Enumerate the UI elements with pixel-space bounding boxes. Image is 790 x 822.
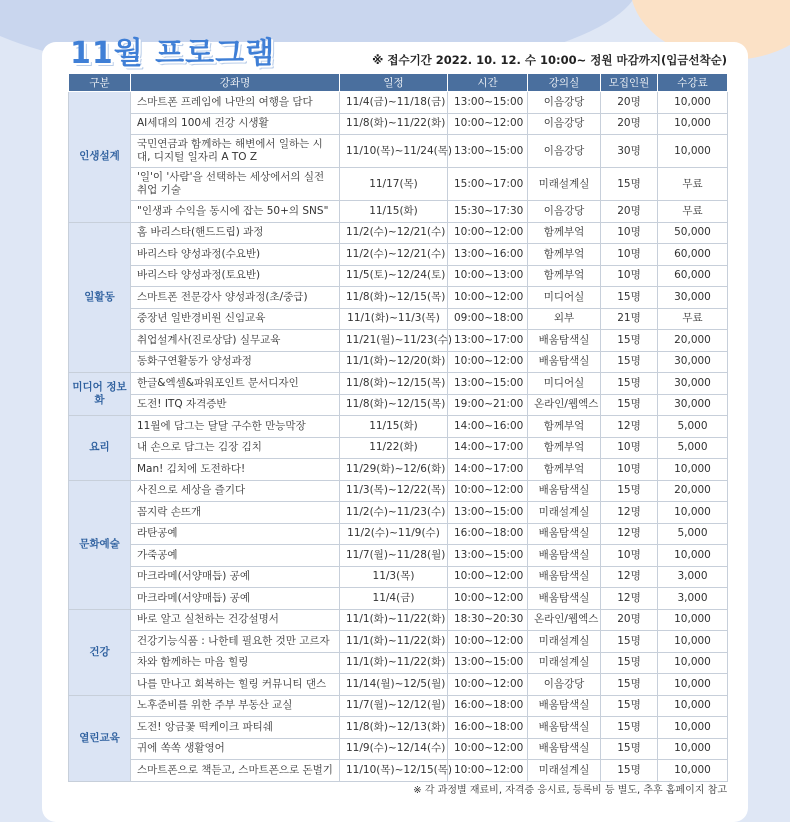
course-name-cell: 차와 함께하는 마음 힐링 <box>131 652 340 674</box>
fee-cell: 10,000 <box>658 92 728 114</box>
capacity-cell: 15명 <box>601 695 658 717</box>
time-cell: 10:00~12:00 <box>448 351 528 373</box>
room-cell: 함께부엌 <box>528 244 601 266</box>
fee-cell: 10,000 <box>658 609 728 631</box>
table-row <box>69 695 728 717</box>
course-name-cell: 동화구연활동가 양성과정 <box>131 351 340 373</box>
room-cell: 미디어실 <box>528 373 601 395</box>
time-cell: 15:30~17:30 <box>448 201 528 223</box>
course-name-cell: 홈 바리스타(핸드드립) 과정 <box>131 222 340 244</box>
schedule-cell: 11/3(목) <box>340 566 448 588</box>
fee-cell: 30,000 <box>658 394 728 416</box>
time-cell: 13:00~15:00 <box>448 545 528 567</box>
table-row <box>69 674 728 696</box>
time-cell: 10:00~12:00 <box>448 222 528 244</box>
table-row <box>69 394 728 416</box>
time-cell: 16:00~18:00 <box>448 717 528 739</box>
course-name-cell: 11월에 담그는 달달 구수한 만능막장 <box>131 416 340 438</box>
time-cell: 10:00~12:00 <box>448 631 528 653</box>
registration-notice: ※ 접수기간 2022. 10. 12. 수 10:00~ 정원 마감까지(입금선착순) <box>372 53 727 67</box>
header-room: 강의실 <box>528 74 601 92</box>
table-row <box>69 545 728 567</box>
room-cell: 배움탐색실 <box>528 588 601 610</box>
fee-cell: 10,000 <box>658 652 728 674</box>
room-cell: 배움탐색실 <box>528 545 601 567</box>
capacity-cell: 15명 <box>601 330 658 352</box>
course-name-cell: 국민연금과 함께하는 해변에서 일하는 시대, 디지털 일자리 A TO Z <box>131 135 340 168</box>
room-cell: 배움탐색실 <box>528 523 601 545</box>
schedule-cell: 11/2(수)~12/21(수) <box>340 222 448 244</box>
table-row <box>69 265 728 287</box>
table-row <box>69 588 728 610</box>
room-cell: 미디어실 <box>528 287 601 309</box>
header-fee: 수강료 <box>658 74 728 92</box>
capacity-cell: 15명 <box>601 373 658 395</box>
time-cell: 10:00~13:00 <box>448 265 528 287</box>
schedule-cell: 11/8(화)~12/15(목) <box>340 373 448 395</box>
schedule-cell: 11/1(화)~11/22(화) <box>340 609 448 631</box>
table-row <box>69 609 728 631</box>
room-cell: 함께부엌 <box>528 416 601 438</box>
fee-cell: 30,000 <box>658 351 728 373</box>
time-cell: 13:00~15:00 <box>448 502 528 524</box>
course-name-cell: 마크라메(서양매듭) 공예 <box>131 588 340 610</box>
schedule-cell: 11/7(월)~11/28(월) <box>340 545 448 567</box>
schedule-cell: 11/10(목)~12/15(목) <box>340 760 448 782</box>
fee-cell: 10,000 <box>658 135 728 168</box>
table-row <box>69 373 728 395</box>
header-schedule: 일정 <box>340 74 448 92</box>
program-table <box>68 73 728 782</box>
schedule-cell: 11/29(화)~12/6(화) <box>340 459 448 481</box>
fee-cell: 3,000 <box>658 566 728 588</box>
fee-cell: 10,000 <box>658 459 728 481</box>
fee-cell: 30,000 <box>658 287 728 309</box>
schedule-cell: 11/1(화)~12/20(화) <box>340 351 448 373</box>
course-name-cell: 바로 알고 실천하는 건강설명서 <box>131 609 340 631</box>
room-cell: 배움탐색실 <box>528 717 601 739</box>
table-row <box>69 717 728 739</box>
page-title: 11월 프로그램 <box>70 36 276 71</box>
fee-cell: 10,000 <box>658 674 728 696</box>
category-cell: 일활동 <box>69 222 131 373</box>
room-cell: 함께부엌 <box>528 437 601 459</box>
schedule-cell: 11/8(화)~11/22(화) <box>340 113 448 135</box>
fee-cell: 3,000 <box>658 588 728 610</box>
room-cell: 배움탐색실 <box>528 738 601 760</box>
table-row <box>69 502 728 524</box>
category-cell: 미디어 정보화 <box>69 373 131 416</box>
course-name-cell: 한글&엑셀&파워포인트 문서디자인 <box>131 373 340 395</box>
time-cell: 10:00~12:00 <box>448 113 528 135</box>
fee-cell: 10,000 <box>658 738 728 760</box>
table-row <box>69 416 728 438</box>
fee-cell: 50,000 <box>658 222 728 244</box>
time-cell: 16:00~18:00 <box>448 523 528 545</box>
header-capacity: 모집인원 <box>601 74 658 92</box>
time-cell: 14:00~17:00 <box>448 459 528 481</box>
fee-cell: 10,000 <box>658 695 728 717</box>
schedule-cell: 11/21(월)~11/23(수) <box>340 330 448 352</box>
fee-cell: 10,000 <box>658 545 728 567</box>
table-row <box>69 168 728 201</box>
room-cell: 이음강당 <box>528 92 601 114</box>
fee-cell: 20,000 <box>658 480 728 502</box>
table-row <box>69 308 728 330</box>
time-cell: 14:00~17:00 <box>448 437 528 459</box>
time-cell: 13:00~15:00 <box>448 92 528 114</box>
room-cell: 이음강당 <box>528 135 601 168</box>
capacity-cell: 15명 <box>601 394 658 416</box>
course-name-cell: 중장년 일반경비원 신임교육 <box>131 308 340 330</box>
capacity-cell: 15명 <box>601 674 658 696</box>
schedule-cell: 11/5(토)~12/24(토) <box>340 265 448 287</box>
table-row <box>69 459 728 481</box>
table-row <box>69 201 728 223</box>
capacity-cell: 12명 <box>601 502 658 524</box>
course-name-cell: 꼼지락 손뜨개 <box>131 502 340 524</box>
room-cell: 배움탐색실 <box>528 330 601 352</box>
header-category: 구분 <box>69 74 131 92</box>
table-body <box>69 92 728 782</box>
table-row <box>69 244 728 266</box>
category-cell: 인생설계 <box>69 92 131 223</box>
schedule-cell: 11/3(목)~12/22(목) <box>340 480 448 502</box>
time-cell: 13:00~17:00 <box>448 330 528 352</box>
capacity-cell: 15명 <box>601 652 658 674</box>
room-cell: 함께부엌 <box>528 459 601 481</box>
table-header-row <box>69 74 728 92</box>
room-cell: 배움탐색실 <box>528 695 601 717</box>
schedule-cell: 11/4(금) <box>340 588 448 610</box>
time-cell: 16:00~18:00 <box>448 695 528 717</box>
course-name-cell: "인생과 수익을 동시에 잡는 50+의 SNS" <box>131 201 340 223</box>
course-name-cell: 가죽공예 <box>131 545 340 567</box>
table-row <box>69 760 728 782</box>
time-cell: 10:00~12:00 <box>448 760 528 782</box>
room-cell: 온라인/웹엑스 <box>528 609 601 631</box>
room-cell: 이음강당 <box>528 201 601 223</box>
time-cell: 15:00~17:00 <box>448 168 528 201</box>
capacity-cell: 10명 <box>601 459 658 481</box>
table-row <box>69 631 728 653</box>
room-cell: 미래설계실 <box>528 502 601 524</box>
capacity-cell: 15명 <box>601 738 658 760</box>
capacity-cell: 12명 <box>601 566 658 588</box>
header-course-name: 강좌명 <box>131 74 340 92</box>
capacity-cell: 20명 <box>601 113 658 135</box>
time-cell: 14:00~16:00 <box>448 416 528 438</box>
capacity-cell: 15명 <box>601 760 658 782</box>
table-row <box>69 287 728 309</box>
course-name-cell: 바리스타 양성과정(토요반) <box>131 265 340 287</box>
capacity-cell: 15명 <box>601 717 658 739</box>
schedule-cell: 11/17(목) <box>340 168 448 201</box>
room-cell: 배움탐색실 <box>528 566 601 588</box>
time-cell: 10:00~12:00 <box>448 566 528 588</box>
time-cell: 18:30~20:30 <box>448 609 528 631</box>
fee-cell: 5,000 <box>658 437 728 459</box>
fee-cell: 무료 <box>658 201 728 223</box>
time-cell: 13:00~16:00 <box>448 244 528 266</box>
table-row <box>69 113 728 135</box>
room-cell: 온라인/웹엑스 <box>528 394 601 416</box>
schedule-cell: 11/9(수)~12/14(수) <box>340 738 448 760</box>
table-row <box>69 480 728 502</box>
room-cell: 이음강당 <box>528 113 601 135</box>
time-cell: 19:00~21:00 <box>448 394 528 416</box>
table-row <box>69 566 728 588</box>
capacity-cell: 20명 <box>601 201 658 223</box>
capacity-cell: 15명 <box>601 631 658 653</box>
fee-cell: 무료 <box>658 168 728 201</box>
course-name-cell: 스마트폰 프레임에 나만의 여행을 담다 <box>131 92 340 114</box>
schedule-cell: 11/22(화) <box>340 437 448 459</box>
schedule-cell: 11/10(목)~11/24(목) <box>340 135 448 168</box>
course-name-cell: 스마트폰으로 책듣고, 스마트폰으로 돈벌기 <box>131 760 340 782</box>
time-cell: 10:00~12:00 <box>448 674 528 696</box>
course-name-cell: '일'이 '사람'을 선택하는 세상에서의 실전 취업 기술 <box>131 168 340 201</box>
schedule-cell: 11/8(화)~12/15(목) <box>340 287 448 309</box>
table-row <box>69 437 728 459</box>
table-row <box>69 351 728 373</box>
room-cell: 미래설계실 <box>528 652 601 674</box>
fee-cell: 10,000 <box>658 631 728 653</box>
fee-cell: 30,000 <box>658 373 728 395</box>
fee-cell: 60,000 <box>658 244 728 266</box>
schedule-cell: 11/15(화) <box>340 201 448 223</box>
capacity-cell: 12명 <box>601 523 658 545</box>
schedule-cell: 11/8(화)~12/13(화) <box>340 717 448 739</box>
capacity-cell: 30명 <box>601 135 658 168</box>
time-cell: 13:00~15:00 <box>448 373 528 395</box>
capacity-cell: 10명 <box>601 437 658 459</box>
table-row <box>69 330 728 352</box>
course-name-cell: 마크라메(서양매듭) 공예 <box>131 566 340 588</box>
course-name-cell: 건강기능식품 : 나한테 필요한 것만 고르자 <box>131 631 340 653</box>
capacity-cell: 10명 <box>601 222 658 244</box>
capacity-cell: 20명 <box>601 92 658 114</box>
course-name-cell: AI세대의 100세 건강 시생활 <box>131 113 340 135</box>
capacity-cell: 10명 <box>601 244 658 266</box>
room-cell: 이음강당 <box>528 674 601 696</box>
course-name-cell: 노후준비를 위한 주부 부동산 교실 <box>131 695 340 717</box>
schedule-cell: 11/2(수)~12/21(수) <box>340 244 448 266</box>
schedule-cell: 11/14(월)~12/5(월) <box>340 674 448 696</box>
room-cell: 미래설계실 <box>528 168 601 201</box>
capacity-cell: 12명 <box>601 416 658 438</box>
capacity-cell: 21명 <box>601 308 658 330</box>
room-cell: 배움탐색실 <box>528 480 601 502</box>
time-cell: 13:00~15:00 <box>448 652 528 674</box>
time-cell: 10:00~12:00 <box>448 738 528 760</box>
course-name-cell: 도전! ITQ 자격증반 <box>131 394 340 416</box>
course-name-cell: 귀에 쏙쏙 생활영어 <box>131 738 340 760</box>
schedule-cell: 11/15(화) <box>340 416 448 438</box>
schedule-cell: 11/2(수)~11/23(수) <box>340 502 448 524</box>
fee-cell: 60,000 <box>658 265 728 287</box>
table-row <box>69 738 728 760</box>
fee-cell: 무료 <box>658 308 728 330</box>
course-name-cell: Man! 김치에 도전하다! <box>131 459 340 481</box>
room-cell: 배움탐색실 <box>528 351 601 373</box>
fee-cell: 10,000 <box>658 502 728 524</box>
capacity-cell: 15명 <box>601 287 658 309</box>
schedule-cell: 11/8(화)~12/15(목) <box>340 394 448 416</box>
time-cell: 10:00~12:00 <box>448 588 528 610</box>
table-row <box>69 652 728 674</box>
category-cell: 열린교육 <box>69 695 131 781</box>
room-cell: 외부 <box>528 308 601 330</box>
category-cell: 요리 <box>69 416 131 481</box>
footnote: ※ 각 과정별 재료비, 자격증 응시료, 등록비 등 별도, 추후 홈페이지 참고 <box>413 785 727 796</box>
category-cell: 건강 <box>69 609 131 695</box>
table-row <box>69 92 728 114</box>
table-row <box>69 523 728 545</box>
room-cell: 미래설계실 <box>528 760 601 782</box>
course-name-cell: 바리스타 양성과정(수요반) <box>131 244 340 266</box>
fee-cell: 5,000 <box>658 416 728 438</box>
time-cell: 09:00~18:00 <box>448 308 528 330</box>
course-name-cell: 취업설계사(진로상담) 실무교육 <box>131 330 340 352</box>
fee-cell: 10,000 <box>658 717 728 739</box>
room-cell: 함께부엌 <box>528 265 601 287</box>
room-cell: 함께부엌 <box>528 222 601 244</box>
schedule-cell: 11/1(화)~11/22(화) <box>340 631 448 653</box>
schedule-cell: 11/1(화)~11/3(목) <box>340 308 448 330</box>
category-cell: 문화예술 <box>69 480 131 609</box>
fee-cell: 20,000 <box>658 330 728 352</box>
schedule-cell: 11/2(수)~11/9(수) <box>340 523 448 545</box>
course-name-cell: 내 손으로 담그는 김장 김치 <box>131 437 340 459</box>
course-name-cell: 라탄공예 <box>131 523 340 545</box>
time-cell: 10:00~12:00 <box>448 287 528 309</box>
capacity-cell: 20명 <box>601 609 658 631</box>
header-time: 시간 <box>448 74 528 92</box>
time-cell: 10:00~12:00 <box>448 480 528 502</box>
course-name-cell: 사진으로 세상을 즐기다 <box>131 480 340 502</box>
table-row <box>69 222 728 244</box>
capacity-cell: 12명 <box>601 588 658 610</box>
fee-cell: 5,000 <box>658 523 728 545</box>
time-cell: 13:00~15:00 <box>448 135 528 168</box>
fee-cell: 10,000 <box>658 760 728 782</box>
schedule-cell: 11/4(금)~11/18(금) <box>340 92 448 114</box>
table-row <box>69 135 728 168</box>
course-name-cell: 나를 만나고 회복하는 힐링 커뮤니티 댄스 <box>131 674 340 696</box>
schedule-cell: 11/7(월)~12/12(월) <box>340 695 448 717</box>
capacity-cell: 15명 <box>601 168 658 201</box>
capacity-cell: 10명 <box>601 265 658 287</box>
course-name-cell: 스마트폰 전문강사 양성과정(초/중급) <box>131 287 340 309</box>
fee-cell: 10,000 <box>658 113 728 135</box>
capacity-cell: 15명 <box>601 351 658 373</box>
course-name-cell: 도전! 앙금꽃 떡케이크 파티쉐 <box>131 717 340 739</box>
room-cell: 미래설계실 <box>528 631 601 653</box>
schedule-cell: 11/1(화)~11/22(화) <box>340 652 448 674</box>
capacity-cell: 15명 <box>601 480 658 502</box>
capacity-cell: 10명 <box>601 545 658 567</box>
